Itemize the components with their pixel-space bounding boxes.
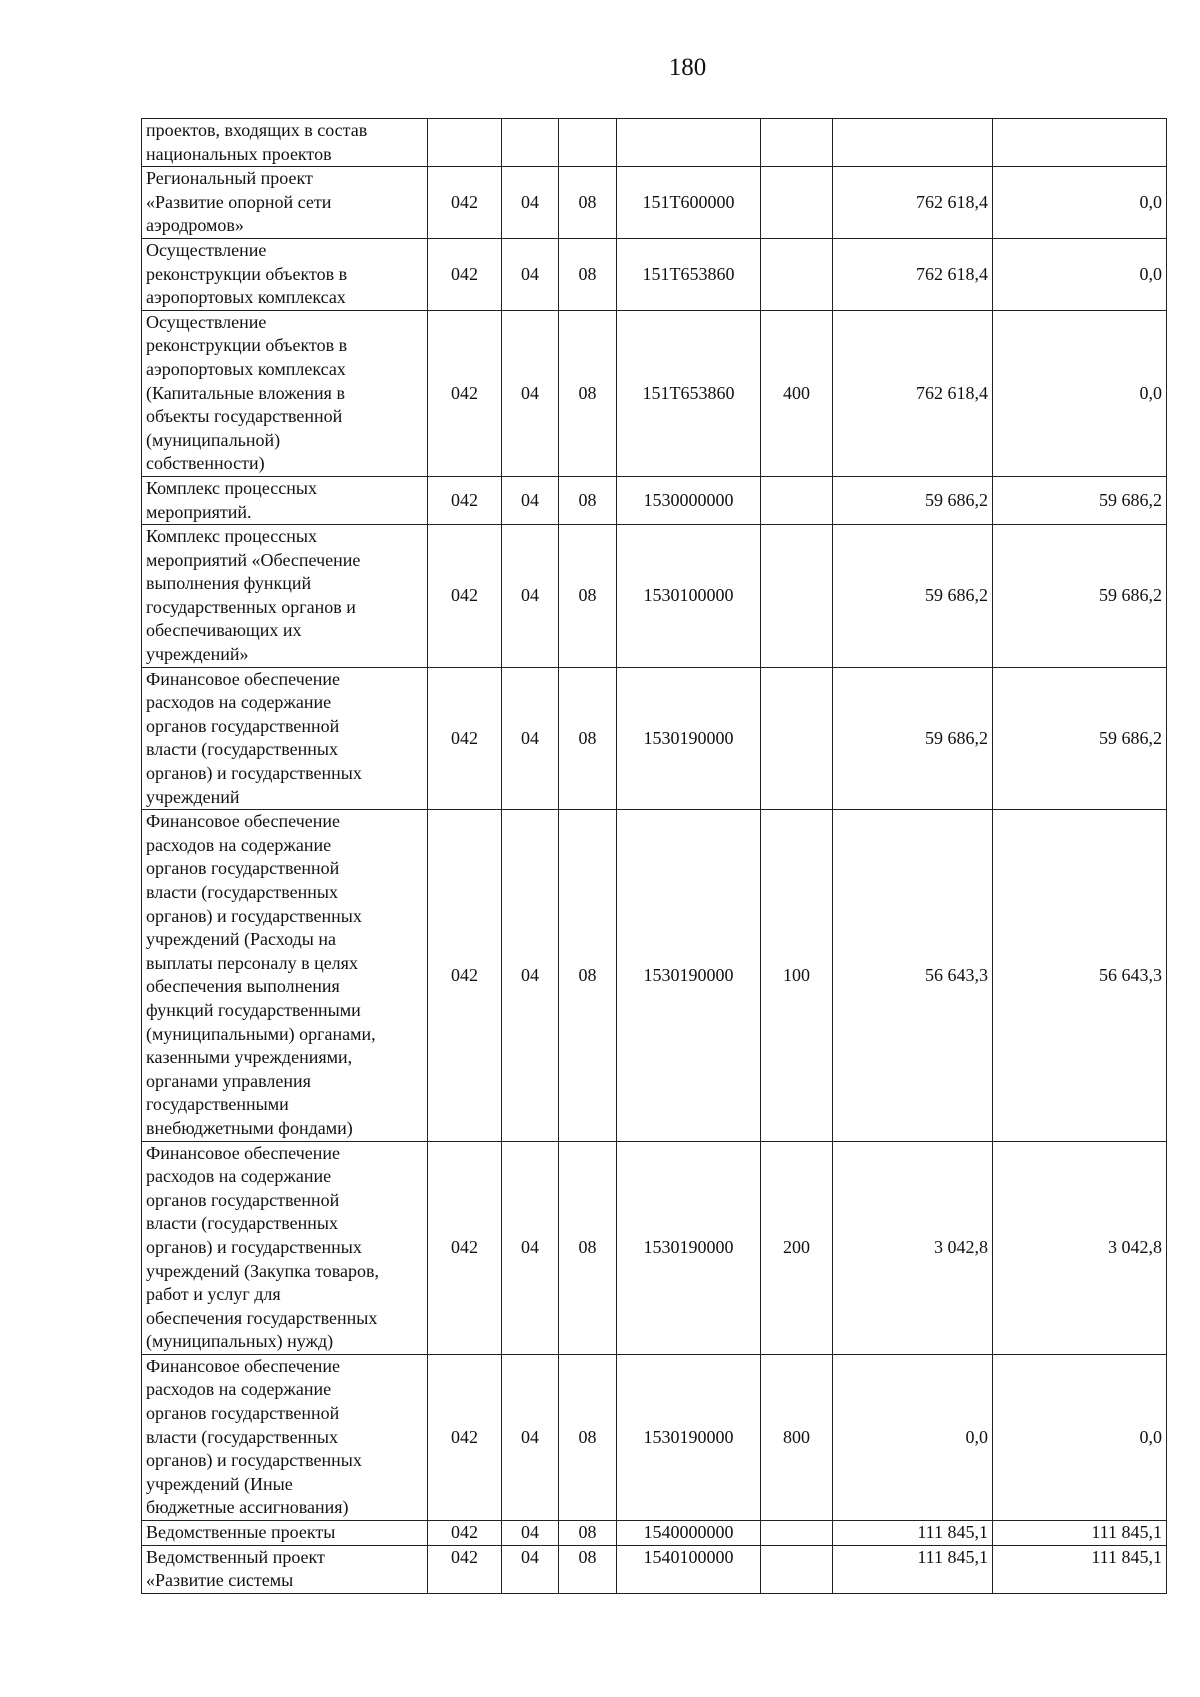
expense-name-line: аэродромов»: [146, 215, 244, 236]
expense-name-line: учреждений (Закупка товаров,: [146, 1260, 379, 1281]
amount-year1-cell: 111 845,1: [833, 1545, 993, 1593]
amount-year1-cell: 762 618,4: [833, 310, 993, 476]
table-body: [142, 119, 1167, 1594]
target-article-cell: 151Т653860: [617, 310, 761, 476]
subsection-code-cell: 08: [559, 1521, 617, 1546]
expense-name-line: обеспечивающих их: [146, 620, 302, 641]
section-code-cell: 04: [502, 667, 559, 810]
expense-type-cell: [761, 476, 833, 524]
expense-name-line: власти (государственных: [146, 1426, 338, 1447]
section-code-cell: 04: [502, 238, 559, 310]
amount-year2-cell: [993, 119, 1167, 167]
expense-name-line: органов) и государственных: [146, 763, 362, 784]
subsection-code-cell: 08: [559, 1141, 617, 1354]
expense-name-line: государственных органов и: [146, 596, 356, 617]
expense-name-cell: [142, 310, 428, 476]
amount-year1-cell: 56 643,3: [833, 810, 993, 1141]
amount-year1-cell: 111 845,1: [833, 1521, 993, 1546]
expense-name-cell: [142, 1521, 428, 1546]
subsection-code-cell: 08: [559, 667, 617, 810]
expense-name-line: власти (государственных: [146, 882, 338, 902]
expense-name-line: функций государственными: [146, 999, 361, 1020]
expense-name-line: расходов на содержание: [146, 834, 332, 855]
subsection-code-cell: [559, 119, 617, 167]
expense-name-line: аэропортовых комплексах: [146, 287, 346, 308]
section-code-cell: 04: [502, 1354, 559, 1520]
page-number: 180: [668, 54, 707, 81]
expense-name-line: выплаты персоналу в целях: [146, 952, 358, 973]
expense-name-line: реконструкции объектов в: [146, 335, 348, 356]
expense-name-line: органов) и государственных: [146, 1236, 362, 1257]
expense-name-cell: [142, 810, 428, 1141]
grbs-code-cell: 042: [428, 1141, 502, 1354]
expense-name-line: органами управления: [146, 1070, 311, 1091]
target-article-cell: 151Т600000: [617, 167, 761, 239]
expense-type-cell: 100: [761, 810, 833, 1141]
expense-name-line: аэропортовых комплексах: [146, 358, 346, 379]
amount-year2-cell: 0,0: [993, 238, 1167, 310]
expense-name-line: органов государственной: [146, 1189, 340, 1210]
table-row: [142, 167, 1167, 239]
expense-name-line: власти (государственных: [146, 1213, 338, 1234]
expense-name-line: расходов на содержание: [146, 1379, 332, 1400]
expense-name-line: собственности): [146, 453, 265, 474]
grbs-code-cell: 042: [428, 310, 502, 476]
expense-name-line: государственными: [146, 1094, 289, 1115]
target-article-cell: 1530000000: [617, 476, 761, 524]
expense-name-line: Финансовое обеспечение: [146, 668, 341, 689]
expense-name-line: работ и услуг для: [146, 1284, 281, 1305]
expense-name-cell: [142, 238, 428, 310]
expense-name-line: расходов на содержание: [146, 692, 332, 713]
grbs-code-cell: 042: [428, 810, 502, 1141]
expense-name-line: мероприятий «Обеспечение: [146, 549, 361, 570]
table-row: [142, 1354, 1167, 1520]
amount-year1-cell: 762 618,4: [833, 167, 993, 239]
expense-name-line: органов) и государственных: [146, 1450, 362, 1471]
amount-year2-cell: 111 845,1: [993, 1521, 1167, 1546]
expense-type-cell: [761, 1521, 833, 1546]
expense-name-line: «Развитие опорной сети: [146, 191, 332, 212]
section-code-cell: [502, 119, 559, 167]
grbs-code-cell: 042: [428, 667, 502, 810]
expense-name-line: Комплекс процессных: [146, 477, 317, 498]
table-row: [142, 1521, 1167, 1546]
expense-name-line: Осуществление: [146, 239, 267, 260]
expense-name-line: проектов, входящих в состав: [146, 120, 368, 140]
target-article-cell: 1530190000: [617, 667, 761, 810]
expense-type-cell: [761, 1545, 833, 1593]
amount-year2-cell: 3 042,8: [993, 1141, 1167, 1354]
amount-year1-cell: 59 686,2: [833, 667, 993, 810]
expense-name-line: органов государственной: [146, 715, 340, 736]
amount-year1-cell: 59 686,2: [833, 476, 993, 524]
table-row: [142, 1545, 1167, 1593]
expense-name-line: Комплекс процессных: [146, 526, 317, 547]
section-code-cell: 04: [502, 810, 559, 1141]
expense-type-cell: [761, 119, 833, 167]
target-article-cell: 1530190000: [617, 1354, 761, 1520]
grbs-code-cell: 042: [428, 1545, 502, 1593]
expense-name-line: власти (государственных: [146, 739, 338, 760]
amount-year1-cell: 59 686,2: [833, 525, 993, 668]
expense-name-line: Финансовое обеспечение: [146, 1355, 341, 1376]
expense-name-line: (муниципальными) органами,: [146, 1023, 376, 1044]
expense-name-line: учреждений (Иные: [146, 1473, 293, 1494]
target-article-cell: 1530190000: [617, 810, 761, 1141]
table-row: [142, 525, 1167, 668]
amount-year2-cell: 56 643,3: [993, 810, 1167, 1141]
expense-name-line: органов государственной: [146, 1403, 340, 1424]
amount-year2-cell: 59 686,2: [993, 667, 1167, 810]
grbs-code-cell: 042: [428, 1354, 502, 1520]
expense-name-line: Ведомственные проекты: [146, 1522, 336, 1543]
amount-year1-cell: 762 618,4: [833, 238, 993, 310]
expense-type-cell: [761, 667, 833, 810]
grbs-code-cell: [428, 119, 502, 167]
expense-name-line: реконструкции объектов в: [146, 263, 348, 284]
grbs-code-cell: 042: [428, 167, 502, 239]
amount-year2-cell: 0,0: [993, 167, 1167, 239]
grbs-code-cell: 042: [428, 476, 502, 524]
expense-name-line: расходов на содержание: [146, 1166, 332, 1187]
expense-type-cell: [761, 238, 833, 310]
amount-year2-cell: 59 686,2: [993, 525, 1167, 668]
grbs-code-cell: 042: [428, 525, 502, 668]
expense-name-cell: [142, 1354, 428, 1520]
target-article-cell: 1530100000: [617, 525, 761, 668]
target-article-cell: [617, 119, 761, 167]
expense-type-cell: 200: [761, 1141, 833, 1354]
subsection-code-cell: 08: [559, 167, 617, 239]
section-code-cell: 04: [502, 476, 559, 524]
expense-name-line: обеспечения выполнения: [146, 976, 340, 997]
target-article-cell: 1530190000: [617, 1141, 761, 1354]
amount-year1-cell: [833, 119, 993, 167]
expense-name-line: Осуществление: [146, 311, 267, 332]
expense-name-line: «Развитие системы: [146, 1570, 294, 1591]
expense-name-line: учреждений»: [146, 644, 249, 665]
expense-name-cell: [142, 1141, 428, 1354]
subsection-code-cell: 08: [559, 525, 617, 668]
subsection-code-cell: 08: [559, 810, 617, 1141]
table-row: [142, 119, 1167, 167]
expense-name-line: Ведомственный проект: [146, 1546, 325, 1567]
expense-name-line: органов) и государственных: [146, 905, 362, 926]
grbs-code-cell: 042: [428, 1521, 502, 1546]
table-row: [142, 667, 1167, 810]
section-code-cell: 04: [502, 1545, 559, 1593]
table-row: [142, 310, 1167, 476]
expense-name-line: национальных проектов: [146, 143, 332, 164]
expense-name-cell: [142, 1545, 428, 1593]
target-article-cell: 1540000000: [617, 1521, 761, 1546]
expense-name-cell: [142, 167, 428, 239]
budget-table: [141, 118, 1167, 1594]
expense-name-line: бюджетные ассигнования): [146, 1497, 349, 1518]
amount-year2-cell: 111 845,1: [993, 1545, 1167, 1593]
expense-name-line: (Капитальные вложения в: [146, 382, 345, 403]
expense-name-line: Региональный проект: [146, 168, 313, 189]
expense-type-cell: 400: [761, 310, 833, 476]
subsection-code-cell: 08: [559, 1545, 617, 1593]
amount-year2-cell: 59 686,2: [993, 476, 1167, 524]
expense-name-line: учреждений: [146, 786, 240, 807]
amount-year2-cell: 0,0: [993, 310, 1167, 476]
expense-name-line: объекты государственной: [146, 406, 343, 427]
expense-name-line: (муниципальной): [146, 429, 281, 450]
section-code-cell: 04: [502, 1141, 559, 1354]
expense-name-line: Финансовое обеспечение: [146, 811, 341, 832]
expense-name-line: учреждений (Расходы на: [146, 929, 336, 950]
target-article-cell: 1540100000: [617, 1545, 761, 1593]
expense-name-line: Финансовое обеспечение: [146, 1142, 341, 1163]
expense-name-line: органов государственной: [146, 858, 340, 879]
section-code-cell: 04: [502, 525, 559, 668]
grbs-code-cell: 042: [428, 238, 502, 310]
amount-year2-cell: 0,0: [993, 1354, 1167, 1520]
expense-name-cell: [142, 667, 428, 810]
expense-type-cell: [761, 525, 833, 668]
expense-name-cell: [142, 476, 428, 524]
subsection-code-cell: 08: [559, 1354, 617, 1520]
expense-name-cell: [142, 525, 428, 668]
expense-name-line: обеспечения государственных: [146, 1307, 378, 1328]
expense-name-line: казенными учреждениями,: [146, 1047, 353, 1068]
subsection-code-cell: 08: [559, 310, 617, 476]
table-row: [142, 238, 1167, 310]
target-article-cell: 151Т653860: [617, 238, 761, 310]
expense-type-cell: 800: [761, 1354, 833, 1520]
section-code-cell: 04: [502, 1521, 559, 1546]
expense-name-line: внебюджетными фондами): [146, 1117, 353, 1138]
amount-year1-cell: 3 042,8: [833, 1141, 993, 1354]
expense-type-cell: [761, 167, 833, 239]
expense-name-line: выполнения функций: [146, 573, 312, 594]
expense-name-line: мероприятий.: [146, 501, 252, 522]
subsection-code-cell: 08: [559, 476, 617, 524]
table-row: [142, 1141, 1167, 1354]
section-code-cell: 04: [502, 167, 559, 239]
subsection-code-cell: 08: [559, 238, 617, 310]
expense-name-cell: [142, 119, 428, 167]
expense-name-line: (муниципальных) нужд): [146, 1331, 334, 1352]
table-row: [142, 476, 1167, 524]
section-code-cell: 04: [502, 310, 559, 476]
table-row: [142, 810, 1167, 1141]
amount-year1-cell: 0,0: [833, 1354, 993, 1520]
